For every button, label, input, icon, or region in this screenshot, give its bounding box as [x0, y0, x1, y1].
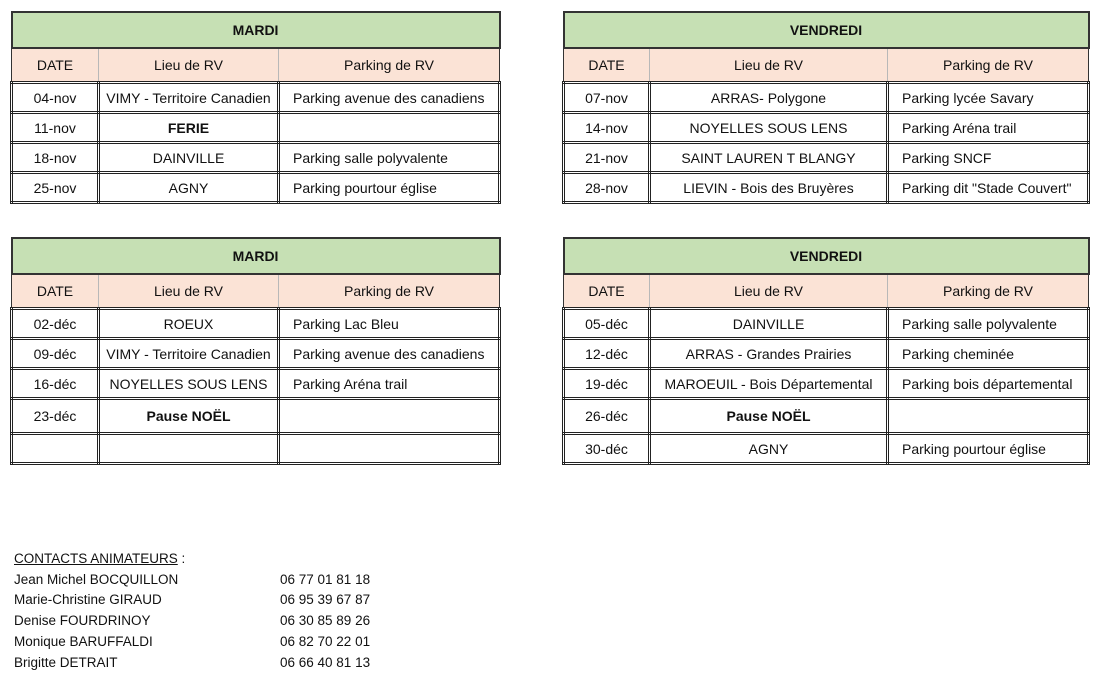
lieu-cell: VIMY - Territoire Canadien: [99, 83, 279, 113]
parking-cell: [888, 399, 1089, 434]
column-header-date: DATE: [12, 274, 99, 309]
table-row: [564, 369, 1089, 399]
schedule-table-mardi-dec: [10, 237, 501, 465]
column-header-lieu: Lieu de RV: [650, 48, 888, 83]
lieu-cell: Pause NOËL: [650, 399, 888, 434]
date-cell: 19-déc: [564, 369, 650, 399]
lieu-cell: ARRAS - Grandes Prairies: [650, 339, 888, 369]
lieu-cell: ARRAS- Polygone: [650, 83, 888, 113]
date-cell: [12, 434, 99, 464]
column-header-lieu: Lieu de RV: [650, 274, 888, 309]
table-title: VENDREDI: [564, 12, 1089, 48]
contact-phone: 06 82 70 22 01: [280, 633, 371, 649]
table-row: [564, 434, 1089, 464]
parking-cell: Parking Aréna trail: [279, 369, 500, 399]
table-row: [12, 339, 500, 369]
parking-cell: Parking lycée Savary: [888, 83, 1089, 113]
column-header-lieu: Lieu de RV: [99, 48, 279, 83]
contact-name: Brigitte DETRAIT: [14, 654, 118, 670]
table-row: [564, 113, 1089, 143]
date-cell: 18-nov: [12, 143, 99, 173]
date-cell: 23-déc: [12, 399, 99, 434]
date-cell: 30-déc: [564, 434, 650, 464]
schedule-table-mardi-nov: [10, 11, 501, 204]
parking-cell: [279, 113, 500, 143]
parking-cell: Parking avenue des canadiens: [279, 83, 500, 113]
parking-cell: Parking pourtour église: [888, 434, 1089, 464]
table-row: [564, 339, 1089, 369]
lieu-cell: NOYELLES SOUS LENS: [99, 369, 279, 399]
parking-cell: Parking SNCF: [888, 143, 1089, 173]
contact-row: [14, 632, 370, 653]
contact-row: [14, 653, 370, 674]
column-header-parking: Parking de RV: [888, 48, 1089, 83]
table-title: VENDREDI: [564, 238, 1089, 274]
contacts-section: [14, 549, 370, 673]
contact-name: Denise FOURDRINOY: [14, 613, 151, 629]
column-header-lieu: Lieu de RV: [99, 274, 279, 309]
schedule-table-vendredi-dec: [562, 237, 1090, 465]
table-row: [12, 173, 500, 203]
parking-cell: [279, 399, 500, 434]
date-cell: 04-nov: [12, 83, 99, 113]
lieu-cell: LIEVIN - Bois des Bruyères: [650, 173, 888, 203]
parking-cell: Parking salle polyvalente: [888, 309, 1089, 339]
date-cell: 02-déc: [12, 309, 99, 339]
contact-phone: 06 66 40 81 13: [280, 654, 371, 670]
table-row: [564, 83, 1089, 113]
table-title: MARDI: [12, 238, 500, 274]
table-row: [12, 113, 500, 143]
parking-cell: [279, 434, 500, 464]
parking-cell: Parking avenue des canadiens: [279, 339, 500, 369]
table-row: [564, 173, 1089, 203]
lieu-cell: ROEUX: [99, 309, 279, 339]
column-header-parking: Parking de RV: [888, 274, 1089, 309]
column-header-parking: Parking de RV: [279, 48, 500, 83]
parking-cell: Parking bois départemental: [888, 369, 1089, 399]
date-cell: 28-nov: [564, 173, 650, 203]
lieu-cell: AGNY: [99, 173, 279, 203]
date-cell: 25-nov: [12, 173, 99, 203]
contact-phone: 06 77 01 81 18: [280, 571, 371, 587]
lieu-cell: SAINT LAUREN T BLANGY: [650, 143, 888, 173]
lieu-cell: MAROEUIL - Bois Départemental: [650, 369, 888, 399]
date-cell: 16-déc: [12, 369, 99, 399]
parking-cell: Parking Aréna trail: [888, 113, 1089, 143]
contacts-heading-line: [14, 549, 370, 570]
lieu-cell: DAINVILLE: [650, 309, 888, 339]
table-row: [564, 399, 1089, 434]
date-cell: 07-nov: [564, 83, 650, 113]
parking-cell: Parking cheminée: [888, 339, 1089, 369]
table-row: [12, 143, 500, 173]
contact-phone: 06 95 39 67 87: [280, 592, 371, 608]
date-cell: 11-nov: [12, 113, 99, 143]
contact-name: Jean Michel BOCQUILLON: [14, 571, 179, 587]
contact-phone: 06 30 85 89 26: [280, 613, 371, 629]
contact-name: Monique BARUFFALDI: [14, 633, 153, 649]
table-row: [12, 309, 500, 339]
contacts-heading: CONTACTS ANIMATEURS: [14, 551, 178, 566]
lieu-cell: FERIE: [99, 113, 279, 143]
date-cell: 12-déc: [564, 339, 650, 369]
table-row: [12, 83, 500, 113]
column-header-date: DATE: [12, 48, 99, 83]
table-row: [564, 143, 1089, 173]
lieu-cell: AGNY: [650, 434, 888, 464]
parking-cell: Parking pourtour église: [279, 173, 500, 203]
date-cell: 09-déc: [12, 339, 99, 369]
date-cell: 26-déc: [564, 399, 650, 434]
table-row: [12, 434, 500, 464]
column-header-date: DATE: [564, 48, 650, 83]
table-row: [564, 309, 1089, 339]
contacts-heading-suffix: :: [177, 551, 186, 566]
schedule-table-vendredi-nov: [562, 11, 1090, 204]
lieu-cell: VIMY - Territoire Canadien: [99, 339, 279, 369]
lieu-cell: Pause NOËL: [99, 399, 279, 434]
date-cell: 21-nov: [564, 143, 650, 173]
lieu-cell: NOYELLES SOUS LENS: [650, 113, 888, 143]
column-header-date: DATE: [564, 274, 650, 309]
date-cell: 14-nov: [564, 113, 650, 143]
parking-cell: Parking Lac Bleu: [279, 309, 500, 339]
contact-row: [14, 590, 370, 611]
date-cell: 05-déc: [564, 309, 650, 339]
contact-row: [14, 611, 370, 632]
table-row: [12, 369, 500, 399]
parking-cell: Parking dit "Stade Couvert": [888, 173, 1089, 203]
lieu-cell: [99, 434, 279, 464]
table-title: MARDI: [12, 12, 500, 48]
contact-row: [14, 570, 370, 591]
column-header-parking: Parking de RV: [279, 274, 500, 309]
lieu-cell: DAINVILLE: [99, 143, 279, 173]
table-row: [12, 399, 500, 434]
contact-name: Marie-Christine GIRAUD: [14, 592, 162, 608]
parking-cell: Parking salle polyvalente: [279, 143, 500, 173]
